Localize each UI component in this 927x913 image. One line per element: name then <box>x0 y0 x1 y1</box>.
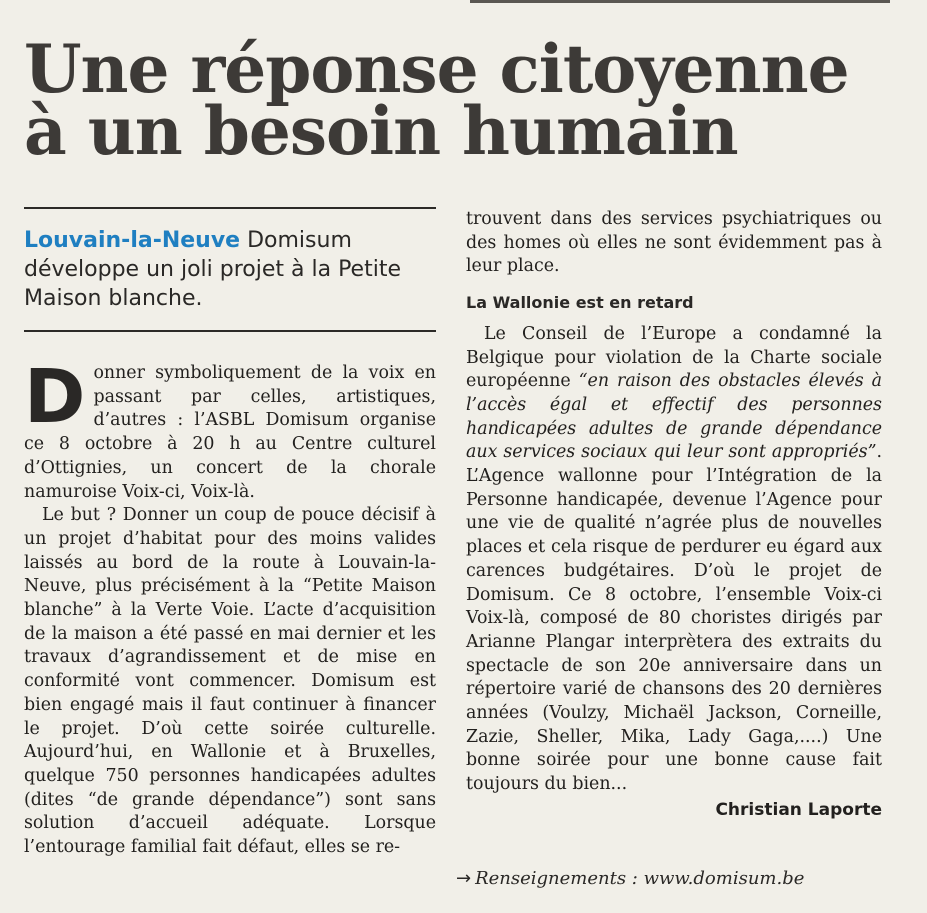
info-link-text[interactable]: Renseignements : www.domisum.be <box>475 868 805 889</box>
body-column-left <box>24 354 436 860</box>
paragraph-1: onner symboliquement de la voix en passant par celles, artistiques, d’autres : l’ASBL Domisum organise ce 8 octobre à 20 h au Centre culturel d’Ottignies, un concert de la chorale namuroise Voix-ci, Voix-là. <box>24 363 436 502</box>
lead-top-rule <box>24 207 436 209</box>
lead-text: Domisum développe un joli projet à la Petite Maison blanche. <box>24 228 401 311</box>
paragraph-2-left: Le but ? Donner un coup de pouce décisif à un projet d’habitat pour des moins valides laissés au bord de la route à Louvain-la-Neuve, plus précisément à la “Petite Maison blanche” à la Verte Voie. L’acte d’acquisition de la maison a été passé en mai dernier et les travaux d’agrandissement et de mise en conformité vont commencer. Domisum est bien engagé mais il faut continuer à financer le projet. D’où cette soirée culturelle. Aujourd’hui, en Wallonie et à Bruxelles, quelque 750 personnes handicapées adultes (dites “de grande dépendance”) sont sans solution d’accueil adéquate. Lorsque l’entourage familial fait défaut, elles se re- <box>24 505 436 858</box>
subheading: La Wallonie est en retard <box>466 293 694 313</box>
arrow-icon: → <box>456 868 472 889</box>
info-line <box>456 868 804 889</box>
body-column-right <box>466 208 882 823</box>
dropcap: D <box>24 354 86 440</box>
paragraph-3-start: Le Conseil de l’Europe a condamné la Belgique pour violation de la Charte sociale européenne <box>466 323 882 392</box>
lead-bottom-rule <box>24 330 436 332</box>
headline-line-1: Une réponse citoyenne <box>24 30 849 108</box>
article-lead <box>24 226 434 313</box>
paragraph-2-right: trouvent dans des services psychiatriques ou des homes où elles ne sont évidemment pas à leur place. <box>466 209 882 277</box>
headline-line-2: à un besoin humain <box>24 92 738 170</box>
paragraph-3-end: . L’Agence wallonne pour l’Intégration de la Personne handicapée, devenue l’Agence pour une vie de qualité n’agrée plus de nouvelles places et cela risque de perdurer eu égard aux carences budgétaires. D’où le projet de Domisum. Ce 8 octobre, l’ensemble Voix-ci Voix-là, composé de 80 choristes dirigés par Arianne Plangar interprètera des extraits du spectacle de son 20e anniversaire dans un répertoire varié de chansons des 20 dernières années (Voulzy, Michaël Jackson, Corneille, Zazie, Sheller, Mika, Lady Gaga,....) Une bonne soirée pour une bonne cause fait toujours du bien... <box>466 442 882 795</box>
paragraph-3-quote: “en raison des obstacles élevés à l’accès égal et effectif des personnes handicapées adultes de grande dépendance aux services sociaux qui leur sont appropriés” <box>466 371 882 463</box>
article-headline <box>24 30 904 170</box>
paragraph-3 <box>466 323 882 797</box>
author-byline: Christian Laporte <box>715 799 882 820</box>
lead-place: Louvain-la-Neuve <box>24 228 241 253</box>
top-rule <box>470 0 890 3</box>
